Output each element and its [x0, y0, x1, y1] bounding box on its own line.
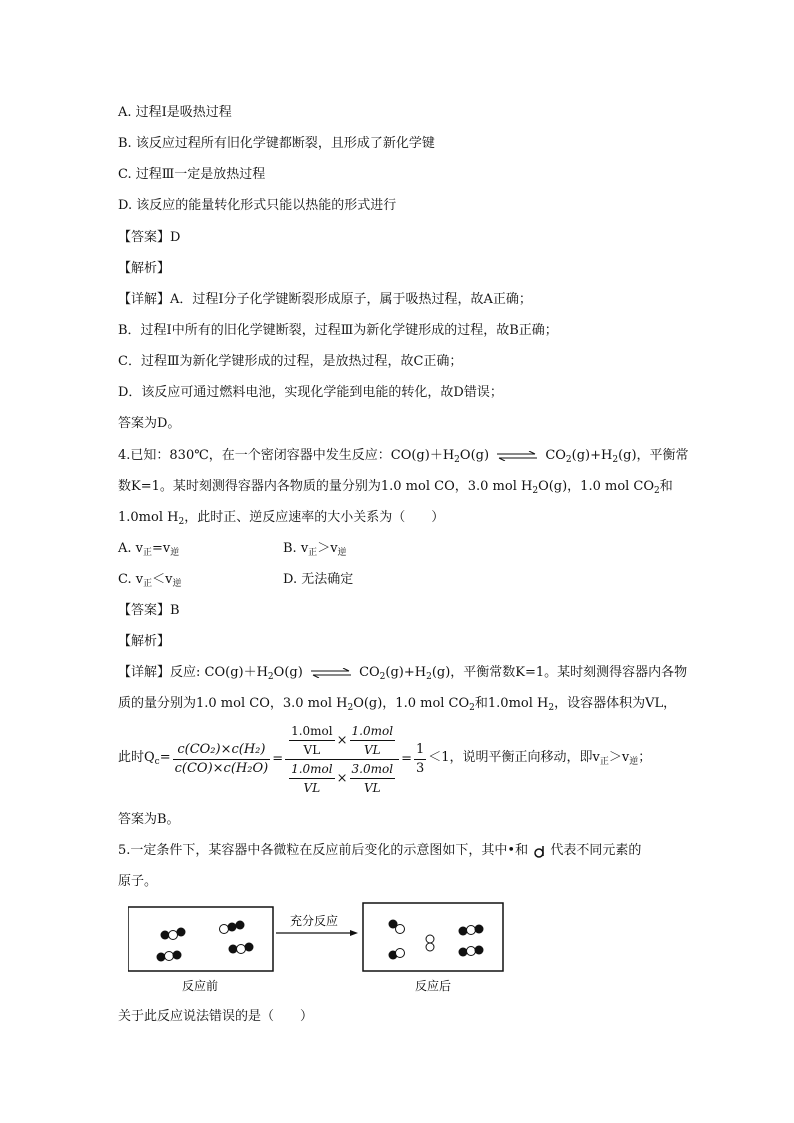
qc-formula: 此时$Q_c=$ $\frac{\text{c(CO₂)×c(H₂)}}{\text{c(CO)×c(H₂O)}}$ = $\frac{\text{1.0mol}}{VL}$ × $\frac{\text{1.0mol}}{VL}$ $\frac{\text{1.0mol}}{VL}$ × $\frac{\text{3.0mol}}{VL}$ = $\frac{1}{3}$ ＜1，说明平衡正向移动，即$v_正>v_逆$；: [118, 724, 652, 795]
qc-result: $\frac{1}{3}$: [415, 742, 425, 776]
qc-value-fraction: $\frac{\text{1.0mol}}{VL}$ × $\frac{\text{1.0mol}}{VL}$ $\frac{\text{1.0mol}}{VL}$ × $\frac{\text{3.0mol}}{VL}$: [285, 722, 399, 797]
arrow-head-icon: [350, 930, 358, 936]
option-a: A. $v_正=v_逆$: [118, 541, 180, 558]
option-b: B. 该反应过程所有旧化学键都断裂，且形成了新化学键: [118, 136, 435, 151]
detail-line: C．过程Ⅲ为新化学键形成的过程，是放热过程，故C正确；: [118, 354, 463, 369]
detail-line: B．过程Ⅰ中所有的旧化学键断裂，过程Ⅲ为新化学键形成的过程，故B正确；: [118, 323, 558, 338]
question-5-line-2: 原子。: [118, 874, 158, 889]
molecule-icon: [459, 925, 484, 936]
question-4-line-1: 4.已知：830℃，在一个密闭容器中发生反应：$CO(g)+H_2O(g)$ $CO_2(g)+H_2(g)$，平衡常: [118, 448, 689, 465]
qc-expression: $\frac{\text{c(CO₂)×c(H₂)}}{\text{c(CO)×c(H₂O)}}$: [174, 742, 269, 776]
analysis-label: 【解析】: [118, 261, 171, 276]
before-label: 反应前: [181, 979, 219, 993]
answer-label: 【答案】D: [118, 230, 181, 245]
detail-line: 质的量分别为1.0 mol CO，3.0 mol $H_2O(g)$，1.0 mol $CO_2$和1.0mol $H_2$，设容器体积为VL，: [118, 696, 677, 713]
hollow-atom-icon: [532, 844, 546, 858]
molecule-icon: [161, 928, 186, 940]
question-5-prompt: 关于此反应说法错误的是（ ）: [118, 1009, 314, 1024]
question-4-line-2: 数K=1。某时刻测得容器内各物质的量分别为1.0 mol CO，3.0 mol $H_2O(g)$，1.0 mol $CO_2$和: [118, 479, 673, 496]
final-answer: 答案为D。: [118, 416, 181, 431]
molecule-icon: [389, 949, 405, 960]
molecule-icon: [220, 921, 245, 934]
option-a: A. 过程Ⅰ是吸热过程: [118, 105, 232, 120]
arrow-label: 充分反应: [289, 914, 339, 928]
molecule-icon: [459, 946, 484, 957]
detail-line: 【详解】A．过程Ⅰ分子化学键断裂形成原子，属于吸热过程，故A正确；: [118, 292, 532, 307]
reaction-diagram: [128, 897, 508, 997]
analysis-label: 【解析】: [118, 634, 171, 649]
option-d: D. 该反应的能量转化形式只能以热能的形式进行: [118, 198, 397, 213]
molecule-icon: [157, 951, 182, 962]
before-box: [128, 907, 273, 971]
molecule-icon: [426, 935, 434, 951]
option-c: C. 过程Ⅲ一定是放热过程: [118, 167, 266, 182]
option-b: B. $v_正>v_逆$: [283, 541, 347, 558]
option-d: D. 无法确定: [283, 572, 354, 587]
answer-label: 【答案】B: [118, 603, 180, 618]
question-4-line-3: 1.0mol $H_2$，此时正、逆反应速率的大小关系为（ ）: [118, 510, 445, 527]
molecule-icon: [229, 943, 254, 954]
detail-line: 【详解】反应: $CO(g)+H_2O(g)$ $CO_2(g)+H_2(g)$，平衡常数K=1。某时刻测得容器内各物: [118, 665, 688, 682]
question-5-line-1: 5.一定条件下，某容器中各微粒在反应前后变化的示意图如下，其中•和 代表不同元素的: [118, 843, 642, 858]
after-label: 反应后: [414, 979, 452, 993]
option-c: C. $v_正<v_逆$: [118, 572, 182, 589]
equilibrium-arrow-icon: [311, 668, 351, 678]
detail-line: D．该反应可通过燃料电池，实现化学能到电能的转化，故D错误；: [118, 385, 503, 400]
final-answer: 答案为B。: [118, 812, 180, 827]
molecule-icon: [389, 920, 405, 934]
equilibrium-arrow-icon: [497, 451, 537, 461]
